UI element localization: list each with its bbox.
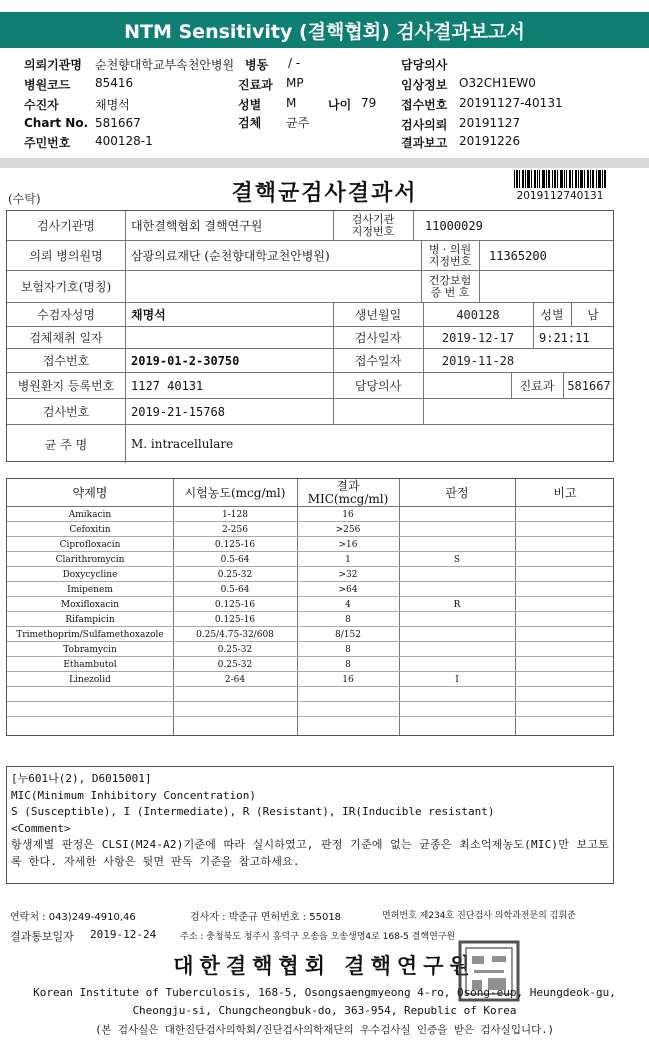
consignment-label: (수탁) [8, 192, 41, 206]
cell-conc: 0.25-32 [217, 569, 253, 580]
cell-judge [399, 582, 515, 597]
cell-mic: >256 [335, 524, 361, 535]
cell-judge [399, 612, 515, 627]
info-row [7, 399, 613, 425]
collection-date [125, 327, 333, 348]
accession-date: 2019-11-28 [441, 353, 515, 368]
cell-drug [7, 687, 173, 702]
requesting-org: 순천향대학교부속천안병원 [95, 58, 235, 72]
requesting-org-label: 의뢰기관명 [24, 58, 82, 72]
specimen: 균주 [286, 116, 310, 130]
cell-judge [399, 537, 515, 552]
sex-label: 성별 [238, 98, 262, 112]
notify-label: 결과통보일자 [10, 930, 74, 943]
insurance-no [483, 271, 603, 302]
dept-label: 진료과 [238, 78, 273, 92]
cell-judge [399, 717, 515, 732]
sex: M [286, 96, 297, 110]
cell-drug: Trimethoprim/Sulfamethoxazole [16, 629, 164, 640]
cell-conc [173, 717, 297, 732]
cell-drug: Tobramycin [63, 644, 117, 655]
certification-note: (본 검사실은 대한진단검사의학회/진단검사의학재단의 우수검사실 인증을 받은 검사실입니다.) [95, 1024, 554, 1036]
table-row [7, 702, 613, 717]
cell-conc: 0.25-32 [217, 644, 253, 655]
cell-judge: S [453, 554, 461, 565]
table-row [7, 597, 613, 612]
table-row [7, 642, 613, 657]
cell-mic: >32 [338, 569, 358, 580]
cell-mic: >64 [338, 584, 358, 595]
table-row [7, 567, 613, 582]
section-divider [0, 158, 649, 168]
cell-mic: 8/152 [335, 629, 361, 640]
interpretation-notes [6, 766, 614, 884]
referring-hospital-label: 의뢰 병의원명 [29, 249, 103, 263]
address-kr: 주소 : 충청북도 청주시 흥덕구 오송읍 오송생명4로 168-5 결핵연구원 [180, 932, 456, 942]
institute-address-en-2: Cheongju-si, Chungcheongbuk-do, 363-954, Republic of Korea [132, 1004, 517, 1017]
test-date: 2019-12-17 [441, 330, 515, 345]
test-org-id: 11000029 [425, 218, 483, 233]
info-row [7, 373, 613, 399]
birthdate-label: 생년월일 [354, 308, 402, 322]
hospital-id-label: 병 · 의원 지정번호 [428, 242, 472, 268]
ward: / - [288, 56, 301, 70]
table-row [7, 522, 613, 537]
age: 79 [361, 96, 377, 110]
note-legend: S (Susceptible), I (Intermediate), R (Resistant), IR(Inducible resistant) [11, 805, 495, 818]
specimen-info-table [6, 210, 614, 462]
hospital-id: 11365200 [489, 248, 547, 263]
hospital-reg-no-label: 병원환지 등록번호 [17, 379, 115, 393]
patient-label: 수진자 [24, 98, 59, 112]
cell-conc: 2-256 [222, 524, 248, 535]
cell-conc: 0.5-64 [220, 554, 250, 565]
report-header [0, 50, 649, 150]
dept-label-sheet: 진료과 [519, 379, 555, 393]
birthdate: 400128 [456, 307, 500, 322]
cell-conc: 0.25/4.75-32/608 [196, 629, 274, 640]
chart-label: Chart No. [24, 116, 89, 130]
cell-conc: 0.25-32 [217, 659, 253, 670]
table-row [7, 552, 613, 567]
cell-mic: 8 [345, 659, 351, 670]
cell-mic: 1 [345, 554, 351, 565]
cell-mic: 16 [342, 509, 354, 520]
info-row [7, 271, 613, 303]
table-row [7, 612, 613, 627]
table-row [7, 627, 613, 642]
col-mic: 결과 MIC(mcg/ml) [307, 479, 389, 506]
info-row [7, 241, 613, 271]
table-row [7, 672, 613, 687]
report-label: 결과보고 [401, 136, 448, 150]
info-row [7, 425, 613, 463]
note-comment-label: <Comment> [11, 821, 71, 835]
cell-judge [399, 687, 515, 702]
cell-drug: Rifampicin [65, 614, 115, 625]
chart-no: 581667 [95, 116, 141, 130]
rrn: 400128-1 [95, 134, 153, 148]
cell-drug: Linezolid [69, 674, 111, 685]
rrn-label: 주민번호 [24, 136, 71, 150]
cell-judge [399, 657, 515, 672]
cell-conc [173, 702, 297, 717]
clinical-info: O32CH1EW0 [459, 76, 536, 90]
dept: MP [286, 76, 304, 90]
cell-drug: Cefoxitin [69, 524, 111, 535]
cell-drug: Doxycycline [62, 569, 118, 580]
attending [423, 373, 503, 398]
cell-mic: >16 [338, 539, 358, 550]
contact: 연락처 : 043)249-4910,46 [10, 912, 136, 923]
cell-drug: Moxifloxacin [60, 599, 120, 610]
ward-label: 병동 [245, 58, 269, 72]
cell-drug: Ciprofloxacin [59, 539, 121, 550]
cell-drug: Clarithromycin [55, 554, 125, 565]
table-row [7, 507, 613, 522]
dept-value-sheet: 581667 [567, 378, 611, 393]
accession-no-label: 접수번호 [42, 354, 90, 368]
test-org: 대한결핵협회 결핵연구원 [131, 219, 263, 233]
test-org-id-label: 검사기관 지정번호 [351, 212, 395, 238]
cell-conc: 0.5-64 [220, 584, 250, 595]
patient-name: 채명석 [95, 98, 130, 112]
sheet-title: 결핵균검사결과서 [231, 180, 418, 206]
notify-date: 2019-12-24 [90, 928, 157, 941]
cell-judge [399, 702, 515, 717]
cell-drug [7, 702, 173, 717]
cell-drug: Imipenem [67, 584, 113, 595]
report-date: 20191226 [459, 134, 521, 148]
inspector: 검사자 : 박준규 면허번호 : 55018 [190, 912, 342, 923]
hospital-code-label: 병원코드 [24, 78, 71, 92]
table-row [7, 582, 613, 597]
physician-license: 면허번호 제234호 진단검사 의학과전문의 김휘준 [382, 911, 576, 921]
insurer [125, 271, 415, 302]
test-org-label: 검사기관명 [37, 219, 95, 233]
cell-judge [399, 507, 515, 522]
cell-judge [399, 567, 515, 582]
info-row [7, 303, 613, 327]
info-row [7, 327, 613, 349]
cell-conc: 0.125-16 [214, 539, 256, 550]
barcode-image [514, 170, 606, 188]
collection-date-label: 검체채취 일자 [29, 331, 103, 345]
hospital-reg-no: 1127 40131 [131, 378, 204, 393]
cell-conc: 0.125-16 [214, 614, 256, 625]
note-code: [누601나(2), D6015001] [11, 772, 152, 785]
accession-date-label: 접수일자 [354, 354, 402, 368]
cell-conc: 0.125-16 [214, 599, 256, 610]
cell-judge [399, 642, 515, 657]
test-date-label: 검사일자 [354, 331, 402, 345]
cell-judge: I [455, 674, 459, 685]
accession-no: 2019-01-2-30750 [131, 353, 240, 368]
report-title: NTM Sensitivity (결핵협회) 검사결과보고서 [0, 12, 649, 48]
col-drug: 약제명 [72, 485, 108, 500]
request-label: 검사의뢰 [401, 118, 448, 132]
info-row [7, 211, 613, 241]
age-label: 나이 [328, 98, 352, 112]
cell-drug [7, 717, 173, 732]
note-comment: 항생제별 판정은 CLSI(M24-A2)기준에 따라 실시하였고, 판정 기준에 없는 균종은 최소억제농도(MIC)만 보고토록 한다. 자세한 사항은 뒷면 판독 기준을 참고하세요. [11, 838, 609, 868]
col-concentration: 시험농도(mcg/ml) [184, 485, 286, 500]
cell-conc: 1-128 [222, 509, 248, 520]
cell-mic: 16 [342, 674, 354, 685]
test-time: 9:21:11 [539, 330, 590, 345]
col-interpretation: 판정 [445, 485, 469, 500]
patient-name-label: 수검자성명 [37, 308, 95, 322]
col-remark: 비고 [553, 485, 577, 500]
cell-judge: R [453, 599, 461, 610]
hospital-code: 85416 [95, 76, 134, 90]
receipt-no-label: 접수번호 [401, 98, 448, 112]
institute-address-en-1: Korean Institute of Tuberculosis, 168-5, Osongsaengmyeong 4-ro, Osong-eup, Heungdeok-gu, [33, 986, 616, 999]
attending-label: 담당의사 [354, 379, 402, 393]
cell-conc [173, 687, 297, 702]
cell-mic [297, 687, 399, 702]
cell-mic: 8 [345, 644, 351, 655]
test-no-label: 검사번호 [42, 405, 90, 419]
cell-drug: Amikacin [68, 509, 112, 520]
table-row [7, 687, 613, 702]
table-row [7, 717, 613, 732]
cell-mic [297, 717, 399, 732]
patient-name-value: 채명석 [131, 308, 166, 322]
barcode-number: 2019112740131 [516, 190, 604, 202]
table-row [7, 537, 613, 552]
clinical-info-label: 임상정보 [401, 78, 448, 92]
specimen-label: 검체 [238, 116, 262, 130]
info-row [7, 349, 613, 373]
request-date: 20191127 [459, 116, 521, 130]
organism-label: 균 주 명 [44, 437, 88, 452]
cell-mic: 4 [345, 599, 351, 610]
cell-drug: Ethambutol [63, 659, 117, 670]
table-header [7, 479, 613, 507]
cell-judge [399, 522, 515, 537]
cell-mic: 8 [345, 614, 351, 625]
insurer-label: 보험자기호(명칭) [20, 280, 112, 294]
referring-hospital: 삼광의료재단 (순천향대학교천안병원) [131, 249, 330, 263]
cell-mic [297, 702, 399, 717]
cell-judge [399, 627, 515, 642]
organism: M. intracellulare [131, 437, 234, 451]
doctor-label: 담당의사 [401, 58, 448, 72]
note-mic: MIC(Minimum Inhibitory Concentration) [11, 788, 257, 802]
institute-name-kr: 대한결핵협회 결핵연구원 [173, 953, 476, 978]
insurance-no-label: 건강보험 증 번 호 [428, 273, 472, 299]
scanned-result-sheet [0, 168, 649, 1046]
sex-label-sheet: 성별 [540, 308, 564, 322]
test-no: 2019-21-15768 [131, 404, 225, 419]
susceptibility-table [6, 478, 614, 736]
receipt-no: 20191127-40131 [459, 96, 563, 110]
table-row [7, 657, 613, 672]
sex-value-sheet: 남 [587, 308, 599, 322]
cell-conc: 2-64 [224, 674, 246, 685]
